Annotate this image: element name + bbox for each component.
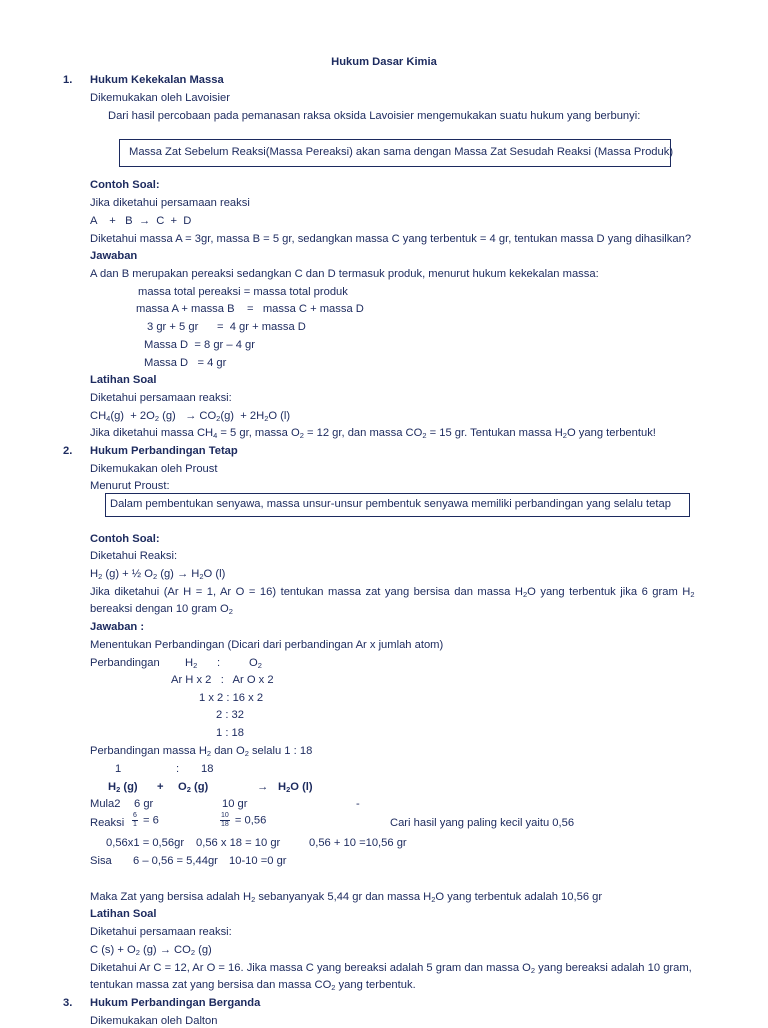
row-sisa-h2: 6 – 0,56 = 5,44gr <box>133 855 218 867</box>
exercise-1-line-1: Diketahui persamaan reaksi: <box>90 392 232 404</box>
example-2-question-1: Jika diketahui (Ar H = 1, Ar O = 16) tentukan massa zat yang bersisa dan massa $H_2O$ yang terbentuk jika 6 gram $H_2$ <box>90 586 695 599</box>
exercise-2-question-2: tentukan massa zat yang bersisa dan massa $CO_2$ yang terbentuk. <box>90 979 416 992</box>
row-reaksi-h2-mass: 0,56x1 = 0,56gr <box>106 837 185 849</box>
row-reaksi-note: Cari hasil yang paling kecil yaitu 0,56 <box>390 817 575 829</box>
ratio-line-2: Ar H x 2 : Ar O x 2 <box>171 674 274 686</box>
exercise-2-line-1: Diketahui persamaan reaksi: <box>90 926 232 938</box>
example-1-line-1: Jika diketahui persamaan reaksi <box>90 197 250 209</box>
section-1-intro: Dari hasil percobaan pada pemanasan raksa oksida Lavoisier mengemukakan suatu hukum yang berbunyi: <box>108 110 641 122</box>
row-sisa-o2: 10-10 =0 gr <box>229 855 287 867</box>
table-arrow: → <box>257 781 269 793</box>
table-plus: + <box>157 781 164 793</box>
law-text-1: Massa Zat Sebelum Reaksi(Massa Pereaksi) akan sama dengan Massa Zat Sesudah Reaksi (Massa Produk) <box>129 146 674 158</box>
row-reaksi-h2: $\frac{6}{1}$ = 6 <box>133 812 159 828</box>
row-reaksi-product-mass: 0,56 + 10 =10,56 gr <box>309 837 407 849</box>
exercise-2-equation: C $(s) + O_2$ $(g) \to CO_2$ (g) <box>90 944 212 957</box>
fraction-6-1: $\frac{6}{1}$ <box>133 812 137 828</box>
example-heading-1: Contoh Soal: <box>90 179 160 191</box>
section-2-menurut: Menurut Proust: <box>90 480 170 492</box>
answer-1-line-4: 3 gr + 5 gr = 4 gr + massa D <box>147 321 306 333</box>
answer-1-line-6: Massa D = 4 gr <box>144 357 227 369</box>
row-sisa-label: Sisa <box>90 855 112 867</box>
table-reactant-h2: $H_2$ (g) <box>108 781 138 794</box>
conclusion-2: Maka Zat yang bersisa adalah $H_2$ sebanyanyak 5,44 gr dan massa $H_2O$ yang terbentuk adalah 10,56 gr <box>90 891 603 904</box>
answer-heading-2: Jawaban : <box>90 621 145 633</box>
section-3-author: Dikemukakan oleh Dalton <box>90 1015 218 1027</box>
answer-1-line-1: A dan B merupakan pereaksi sedangkan C dan D termasuk produk, menurut hukum kekekalan massa: <box>90 268 599 280</box>
row-mula-h2: 6 gr <box>134 798 154 810</box>
example-2-equation: $H_2$ (g) + ½ $O_2$ $(g) \to H_2O$ (l) <box>90 568 226 581</box>
answer-heading-1: Jawaban <box>90 250 138 262</box>
section-2-number: 2. <box>63 445 73 457</box>
law-box-2 <box>105 493 690 517</box>
fraction-10-18: $\frac{10}{18}$ <box>221 812 229 828</box>
ratio-colon: : <box>217 657 221 669</box>
row-mula-label: Mula2 <box>90 798 121 810</box>
example-1-reaction: A + B → C + D <box>90 215 192 227</box>
example-2-question-2: bereaksi dengan 10 gram $O_2$ <box>90 603 233 616</box>
section-1-author: Dikemukakan oleh Lavoisier <box>90 92 230 104</box>
example-1-question: Diketahui massa A = 3gr, massa B = 5 gr, sedangkan massa C yang terbentuk = 4 gr, tentukan massa D yang dihasilkan? <box>90 233 692 245</box>
ratio-value-colon: : <box>176 763 180 775</box>
law-box-1 <box>119 139 674 167</box>
answer-1-line-5: Massa D = 8 gr – 4 gr <box>144 339 255 351</box>
section-3-number: 3. <box>63 997 73 1009</box>
exercise-1-equation: $CH_4(g) + 2O_2$ $(g) \to CO_2(g) + 2H_2O$ (l) <box>90 410 291 423</box>
row-reaksi-label: Reaksi <box>90 817 125 829</box>
ratio-label: Perbandingan <box>90 657 160 669</box>
ratio-value-h: 1 <box>115 763 122 775</box>
ratio-line-3: 1 x 2 : 16 x 2 <box>199 692 264 704</box>
example-2-line-1: Diketahui Reaksi: <box>90 550 178 562</box>
exercise-2-question-1: Diketahui Ar C = 12, Ar O = 16. Jika massa C yang bereaksi adalah 5 gram dan massa $O_2$ yang bereaksi adalah 10 gram, <box>90 962 692 975</box>
table-reactant-o2: $O_2$ (g) <box>178 781 209 794</box>
answer-1-line-2: massa total pereaksi = massa total produk <box>138 286 348 298</box>
ratio-value-o: 18 <box>201 763 214 775</box>
ratio-line-4: 2 : 32 <box>216 709 244 721</box>
answer-1-line-3: massa A + massa B = massa C + massa D <box>136 303 364 315</box>
exercise-heading-1: Latihan Soal <box>90 374 157 386</box>
section-2-author: Dikemukakan oleh Proust <box>90 463 218 475</box>
section-3-heading: Hukum Perbandingan Berganda <box>90 997 261 1009</box>
ratio-line-5: 1 : 18 <box>216 727 244 739</box>
law-text-2: Dalam pembentukan senyawa, massa unsur-unsur pembentuk senyawa memiliki perbandingan yang selalu tetap <box>110 498 671 510</box>
example-heading-2: Contoh Soal: <box>90 533 160 545</box>
exercise-heading-2: Latihan Soal <box>90 908 157 920</box>
section-1-heading: Hukum Kekekalan Massa <box>90 74 224 86</box>
ratio-o2: $O_2$ <box>249 657 262 670</box>
section-1-number: 1. <box>63 74 73 86</box>
ratio-h2: $H_2$ <box>185 657 198 670</box>
row-reaksi-o2: $\frac{10}{18}$ = 0,56 <box>221 812 267 828</box>
row-mula-product: - <box>356 798 360 810</box>
answer-2-line-1: Menentukan Perbandingan (Dicari dari perbandingan Ar x jumlah atom) <box>90 639 444 651</box>
exercise-1-question: Jika diketahui massa $CH_4 = 5$ gr, massa $O_2 = 12$ gr, dan massa $CO_2 = 15$ gr. Tentukan massa $H_2O$ yang terbentuk! <box>90 427 656 440</box>
section-2-heading: Hukum Perbandingan Tetap <box>90 445 238 457</box>
table-product: $H_2O$ (l) <box>278 781 313 794</box>
row-mula-o2: 10 gr <box>222 798 248 810</box>
row-reaksi-o2-mass: 0,56 x 18 = 10 gr <box>196 837 281 849</box>
page-title: Hukum Dasar Kimia <box>331 56 437 68</box>
ratio-summary: Perbandingan massa $H_2$ dan $O_2$ selalu 1 : 18 <box>90 745 313 758</box>
